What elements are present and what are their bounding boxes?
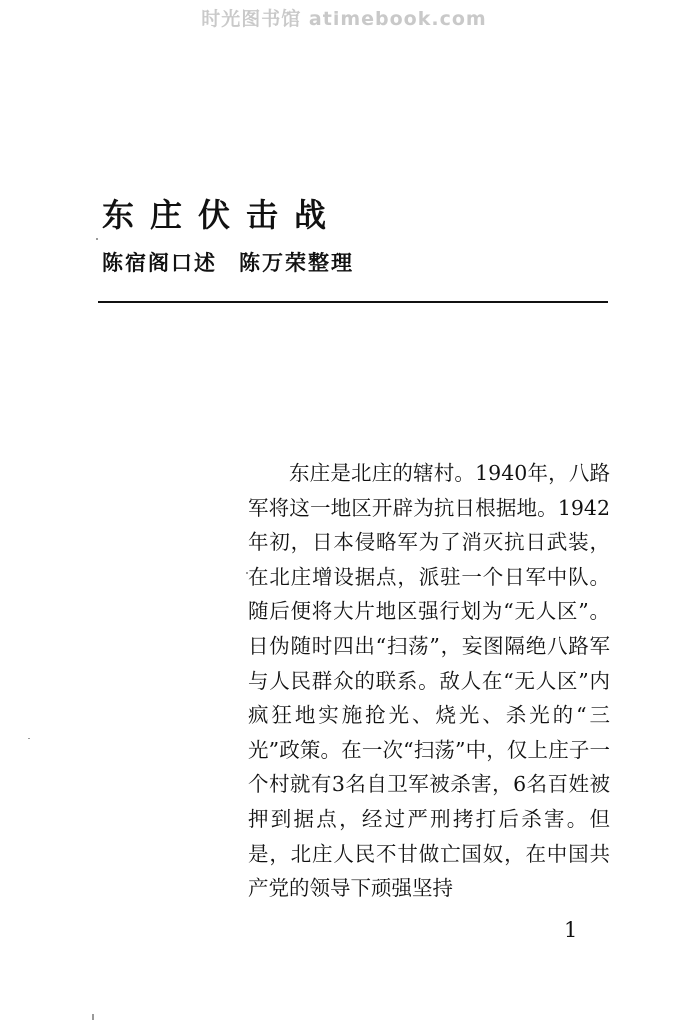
scan-speck bbox=[92, 1014, 94, 1020]
body-paragraph: 东庄是北庄的辖村。1940年，八路军将这一地区开辟为抗日根据地。1942年初，日本侵略军为了消灭抗日武装，在北庄增设据点，派驻一个日军中队。随后便将大片地区强行划为“无人区”。日伪随时四出“扫荡”，妄图隔绝八路军与人民群众的联系。敌人在“无人区”内疯狂地实施抢光、烧光、杀光的“三光”政策。在一次“扫荡”中，仅上庄子一个村就有3名自卫军被杀害，6名百姓被押到据点，经过严刑拷打后杀害。但是，北庄人民不甘做亡国奴，在中国共产党的领导下顽强坚持 bbox=[248, 461, 610, 901]
scan-speck bbox=[28, 738, 30, 739]
scan-speck bbox=[96, 238, 98, 240]
watermark-text: 时光图书馆 atimebook.com bbox=[201, 8, 487, 30]
title-divider bbox=[98, 301, 608, 303]
scan-speck bbox=[246, 572, 248, 574]
editor-credit: 陈万荣整理 bbox=[239, 250, 354, 275]
article-title: 东庄伏击战 bbox=[102, 196, 343, 234]
narrator-credit: 陈宿阁口述 bbox=[102, 250, 217, 275]
byline bbox=[102, 247, 354, 277]
page-number: 1 bbox=[564, 918, 578, 942]
